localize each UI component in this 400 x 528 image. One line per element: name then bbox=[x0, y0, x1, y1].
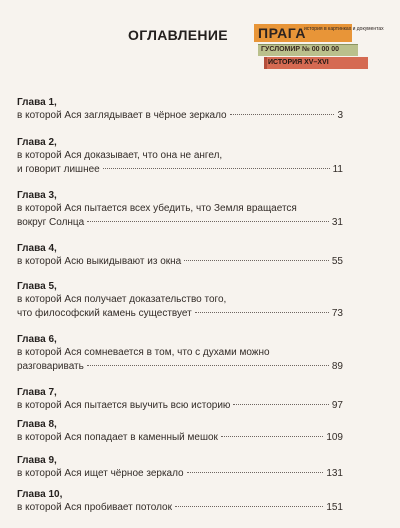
dot-leader bbox=[175, 506, 323, 507]
chapter-description: в которой Асю выкидывают из окна bbox=[17, 256, 182, 267]
book-prague-title: ПРАГА bbox=[258, 25, 306, 41]
page-number: 151 bbox=[326, 502, 343, 513]
toc-line bbox=[17, 163, 343, 177]
toc-line bbox=[17, 399, 343, 413]
chapter-heading: Глава 5, bbox=[17, 281, 57, 292]
toc-entry[interactable] bbox=[17, 386, 343, 413]
page-number: 97 bbox=[331, 400, 343, 411]
dot-leader bbox=[87, 365, 329, 366]
toc-line bbox=[17, 255, 343, 269]
book-prague bbox=[254, 24, 384, 42]
toc-line bbox=[17, 307, 343, 321]
book-guslomir-title: ГУСЛОМИР № 00 00 00 bbox=[261, 46, 340, 53]
chapter-description: в которой Ася пытается всех убедить, что Земля вращается bbox=[17, 203, 297, 214]
chapter-heading: Глава 8, bbox=[17, 419, 57, 430]
chapter-heading: Глава 6, bbox=[17, 334, 57, 345]
chapter-heading: Глава 2, bbox=[17, 137, 57, 148]
page-title: ОГЛАВЛЕНИЕ bbox=[128, 27, 228, 43]
chapter-description: в которой Ася сомневается в том, что с духами можно bbox=[17, 347, 270, 358]
chapter-description: в которой Ася попадает в каменный мешок bbox=[17, 432, 218, 443]
toc-line bbox=[17, 431, 343, 445]
dot-leader bbox=[233, 404, 328, 405]
chapter-heading: Глава 7, bbox=[17, 387, 57, 398]
chapter-heading: Глава 4, bbox=[17, 243, 57, 254]
chapter-description: в которой Ася доказывает, что она не ангел, bbox=[17, 150, 223, 161]
book-prague-subtitle: история в картинках и документах bbox=[304, 26, 384, 32]
page-number: 31 bbox=[331, 217, 343, 228]
page-number: 73 bbox=[331, 308, 343, 319]
toc-line bbox=[17, 501, 343, 515]
book-history-band bbox=[264, 57, 267, 69]
toc-entry[interactable] bbox=[17, 418, 343, 445]
book-history-title: ИСТОРИЯ XV–XVI bbox=[268, 59, 329, 66]
chapter-heading: Глава 9, bbox=[17, 455, 57, 466]
dot-leader bbox=[230, 114, 335, 115]
chapter-description: в которой Ася заглядывает в чёрное зеркало bbox=[17, 110, 227, 121]
book-history bbox=[264, 57, 368, 69]
toc-entry[interactable] bbox=[17, 136, 343, 177]
chapter-heading: Глава 1, bbox=[17, 97, 57, 108]
toc-entry[interactable] bbox=[17, 454, 343, 481]
page-number: 109 bbox=[326, 432, 343, 443]
toc-line bbox=[17, 467, 343, 481]
chapter-description: в которой Ася ищет чёрное зеркало bbox=[17, 468, 184, 479]
dot-leader bbox=[103, 168, 330, 169]
toc-line bbox=[17, 360, 343, 374]
toc-entry[interactable] bbox=[17, 242, 343, 269]
page-number: 89 bbox=[331, 361, 343, 372]
toc-entry[interactable] bbox=[17, 488, 343, 515]
toc-line bbox=[17, 109, 343, 123]
toc-entry[interactable] bbox=[17, 280, 343, 321]
chapter-description: вокруг Солнца bbox=[17, 217, 85, 228]
chapter-description: что философский камень существует bbox=[17, 308, 192, 319]
chapter-description: разговаривать bbox=[17, 361, 84, 372]
toc-entry[interactable] bbox=[17, 189, 343, 230]
chapter-heading: Глава 10, bbox=[17, 489, 63, 500]
dot-leader bbox=[195, 312, 329, 313]
toc-line bbox=[17, 216, 343, 230]
dot-leader bbox=[221, 436, 323, 437]
dot-leader bbox=[87, 221, 329, 222]
toc-entry[interactable] bbox=[17, 96, 343, 123]
page-number: 55 bbox=[331, 256, 343, 267]
chapter-description: в которой Ася пытается выучить всю историю bbox=[17, 400, 231, 411]
page-number: 131 bbox=[326, 468, 343, 479]
book-guslomir bbox=[258, 44, 358, 56]
dot-leader bbox=[184, 260, 329, 261]
page-number: 11 bbox=[332, 164, 343, 175]
chapter-description: и говорит лишнее bbox=[17, 164, 100, 175]
chapter-description: в которой Ася пробивает потолок bbox=[17, 502, 172, 513]
chapter-description: в которой Ася получает доказательство того, bbox=[17, 294, 227, 305]
dot-leader bbox=[187, 472, 324, 473]
toc-entry[interactable] bbox=[17, 333, 343, 374]
chapter-heading: Глава 3, bbox=[17, 190, 57, 201]
book-stack-illustration bbox=[252, 22, 384, 72]
page-number: 3 bbox=[337, 110, 343, 121]
